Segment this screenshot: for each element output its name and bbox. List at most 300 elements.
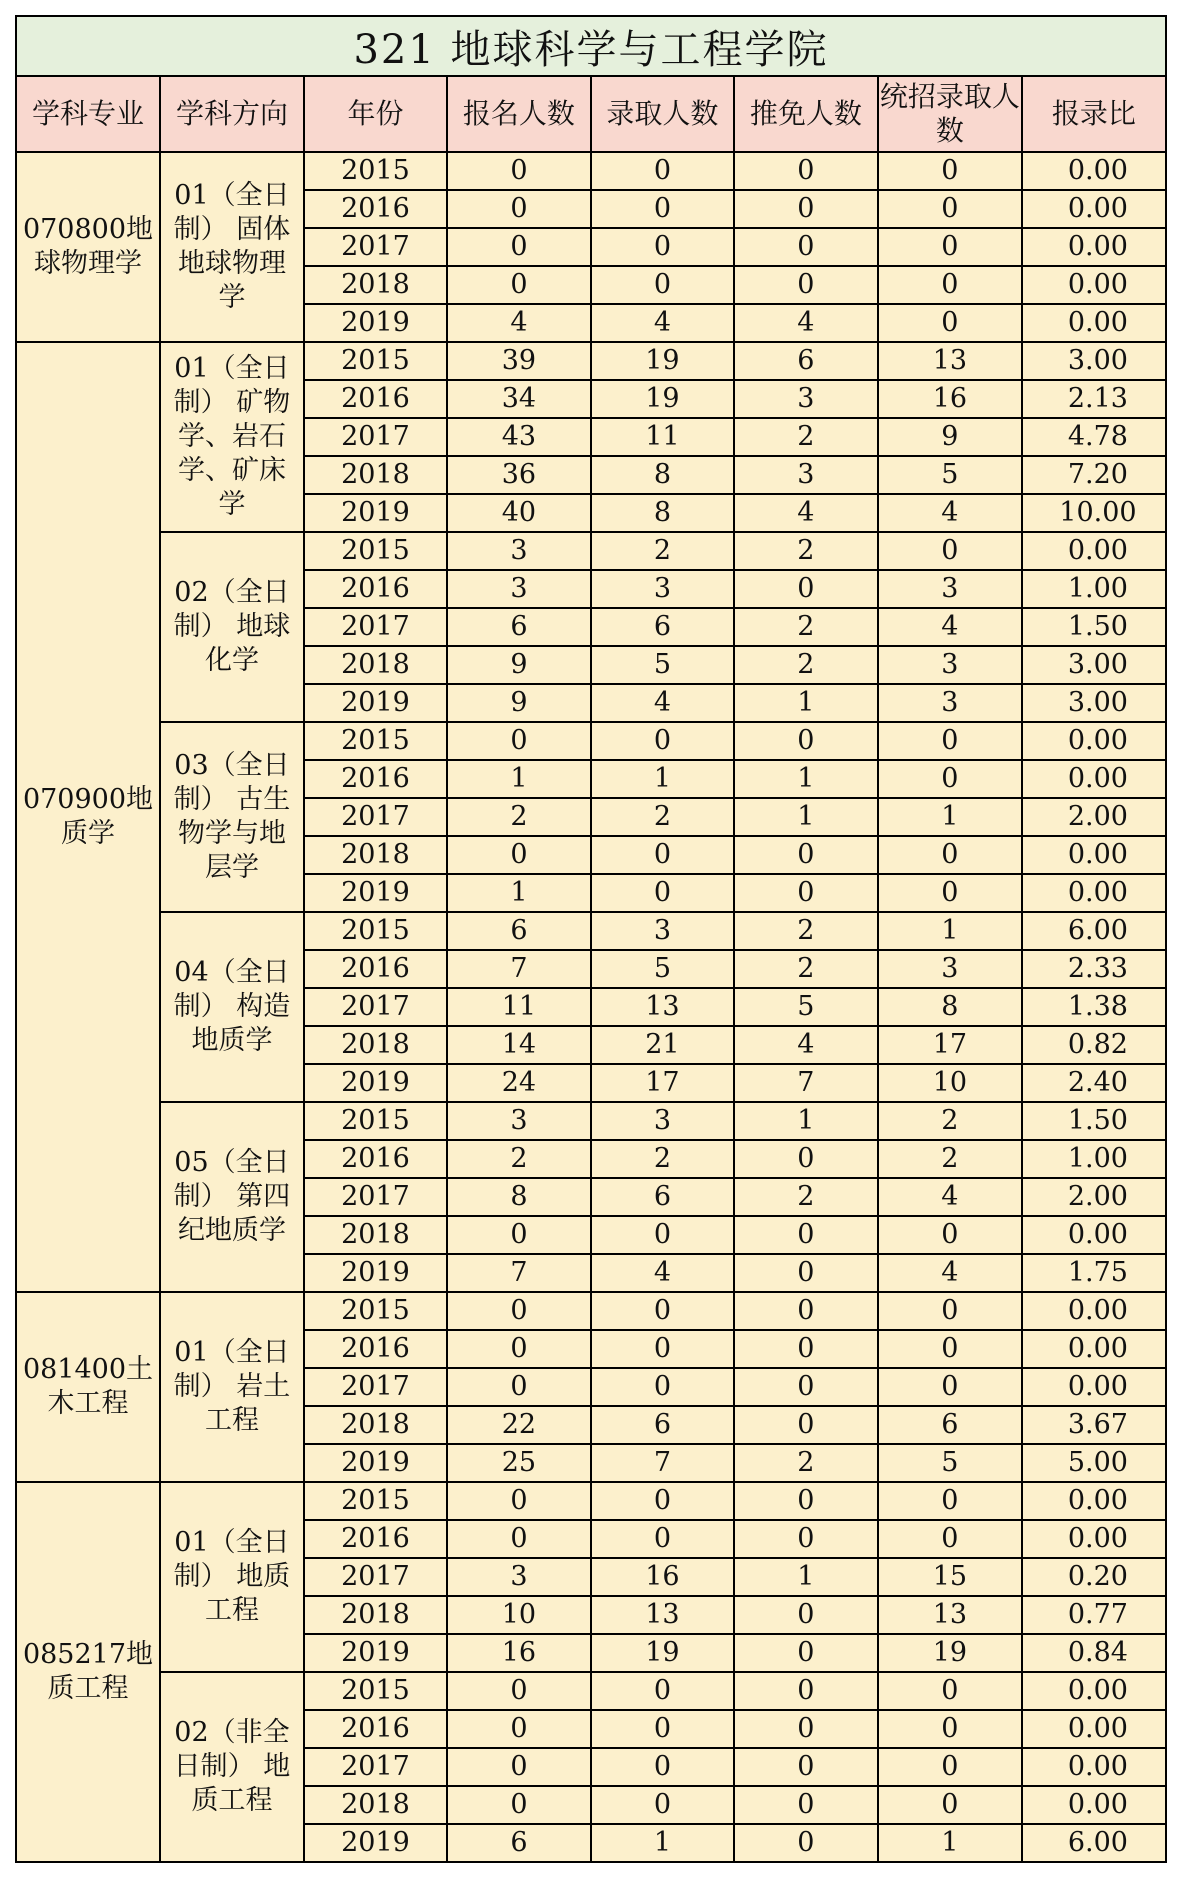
recommended-cell: 2: [734, 1178, 878, 1216]
unified-admitted-cell: 0: [878, 1482, 1022, 1520]
year-cell: 2016: [304, 570, 447, 608]
applicants-cell: 11: [447, 988, 591, 1026]
recommended-cell: 2: [734, 646, 878, 684]
admitted-cell: 5: [591, 646, 734, 684]
unified-admitted-cell: 0: [878, 1672, 1022, 1710]
recommended-cell: 0: [734, 152, 878, 190]
year-cell: 2015: [304, 532, 447, 570]
ratio-cell: 0.00: [1022, 1482, 1166, 1520]
admitted-cell: 0: [591, 1520, 734, 1558]
year-cell: 2016: [304, 380, 447, 418]
header-year: 年份: [304, 76, 447, 152]
table-row: [16, 1672, 1166, 1710]
unified-admitted-cell: 8: [878, 988, 1022, 1026]
direction-cell: 05（全日制） 第四纪地质学: [160, 1102, 304, 1292]
applicants-cell: 9: [447, 684, 591, 722]
year-cell: 2017: [304, 608, 447, 646]
ratio-cell: 7.20: [1022, 456, 1166, 494]
major-cell: 070900地质学: [16, 342, 160, 1292]
applicants-cell: 14: [447, 1026, 591, 1064]
recommended-cell: 0: [734, 1786, 878, 1824]
recommended-cell: 0: [734, 1634, 878, 1672]
applicants-cell: 0: [447, 1482, 591, 1520]
ratio-cell: 0.00: [1022, 228, 1166, 266]
recommended-cell: 0: [734, 836, 878, 874]
ratio-cell: 0.00: [1022, 190, 1166, 228]
recommended-cell: 0: [734, 1520, 878, 1558]
admitted-cell: 19: [591, 1634, 734, 1672]
recommended-cell: 2: [734, 1444, 878, 1482]
admitted-cell: 17: [591, 1064, 734, 1102]
admitted-cell: 2: [591, 1140, 734, 1178]
recommended-cell: 1: [734, 798, 878, 836]
year-cell: 2019: [304, 494, 447, 532]
recommended-cell: 0: [734, 1406, 878, 1444]
recommended-cell: 6: [734, 342, 878, 380]
recommended-cell: 0: [734, 1596, 878, 1634]
year-cell: 2019: [304, 684, 447, 722]
recommended-cell: 2: [734, 418, 878, 456]
recommended-cell: 0: [734, 1368, 878, 1406]
ratio-cell: 2.13: [1022, 380, 1166, 418]
unified-admitted-cell: 3: [878, 950, 1022, 988]
admitted-cell: 4: [591, 304, 734, 342]
ratio-cell: 0.00: [1022, 874, 1166, 912]
admitted-cell: 0: [591, 190, 734, 228]
unified-admitted-cell: 0: [878, 1216, 1022, 1254]
recommended-cell: 3: [734, 380, 878, 418]
ratio-cell: 0.00: [1022, 1786, 1166, 1824]
unified-admitted-cell: 2: [878, 1140, 1022, 1178]
header-major: 学科专业: [16, 76, 160, 152]
admitted-cell: 19: [591, 342, 734, 380]
applicants-cell: 10: [447, 1596, 591, 1634]
recommended-cell: 3: [734, 456, 878, 494]
applicants-cell: 39: [447, 342, 591, 380]
admitted-cell: 6: [591, 608, 734, 646]
recommended-cell: 4: [734, 304, 878, 342]
admitted-cell: 4: [591, 1254, 734, 1292]
year-cell: 2019: [304, 1634, 447, 1672]
year-cell: 2016: [304, 1710, 447, 1748]
year-cell: 2018: [304, 1596, 447, 1634]
header-row: [16, 76, 1166, 152]
ratio-cell: 1.00: [1022, 1140, 1166, 1178]
year-cell: 2017: [304, 1178, 447, 1216]
admitted-cell: 8: [591, 456, 734, 494]
unified-admitted-cell: 17: [878, 1026, 1022, 1064]
year-cell: 2018: [304, 1216, 447, 1254]
applicants-cell: 0: [447, 836, 591, 874]
admitted-cell: 1: [591, 760, 734, 798]
recommended-cell: 4: [734, 494, 878, 532]
admitted-cell: 0: [591, 1482, 734, 1520]
ratio-cell: 2.33: [1022, 950, 1166, 988]
year-cell: 2015: [304, 1292, 447, 1330]
unified-admitted-cell: 0: [878, 1330, 1022, 1368]
applicants-cell: 1: [447, 874, 591, 912]
applicants-cell: 6: [447, 912, 591, 950]
header-admitted: 录取人数: [591, 76, 734, 152]
unified-admitted-cell: 4: [878, 1178, 1022, 1216]
table-row: [16, 722, 1166, 760]
ratio-cell: 0.00: [1022, 266, 1166, 304]
year-cell: 2019: [304, 874, 447, 912]
unified-admitted-cell: 0: [878, 228, 1022, 266]
unified-admitted-cell: 3: [878, 570, 1022, 608]
admitted-cell: 0: [591, 1710, 734, 1748]
table-row: [16, 532, 1166, 570]
applicants-cell: 0: [447, 1520, 591, 1558]
applicants-cell: 25: [447, 1444, 591, 1482]
year-cell: 2017: [304, 418, 447, 456]
ratio-cell: 6.00: [1022, 1824, 1166, 1862]
applicants-cell: 0: [447, 1672, 591, 1710]
applicants-cell: 6: [447, 1824, 591, 1862]
year-cell: 2018: [304, 266, 447, 304]
recommended-cell: 0: [734, 1140, 878, 1178]
recommended-cell: 0: [734, 1254, 878, 1292]
ratio-cell: 0.00: [1022, 1520, 1166, 1558]
ratio-cell: 0.00: [1022, 1368, 1166, 1406]
unified-admitted-cell: 9: [878, 418, 1022, 456]
recommended-cell: 0: [734, 1216, 878, 1254]
admitted-cell: 21: [591, 1026, 734, 1064]
ratio-cell: 0.20: [1022, 1558, 1166, 1596]
unified-admitted-cell: 0: [878, 1520, 1022, 1558]
applicants-cell: 0: [447, 1292, 591, 1330]
ratio-cell: 0.00: [1022, 1292, 1166, 1330]
recommended-cell: 0: [734, 228, 878, 266]
unified-admitted-cell: 19: [878, 1634, 1022, 1672]
ratio-cell: 2.00: [1022, 1178, 1166, 1216]
unified-admitted-cell: 1: [878, 912, 1022, 950]
table-row: [16, 1102, 1166, 1140]
recommended-cell: 0: [734, 1482, 878, 1520]
unified-admitted-cell: 1: [878, 798, 1022, 836]
ratio-cell: 3.00: [1022, 646, 1166, 684]
unified-admitted-cell: 0: [878, 874, 1022, 912]
admitted-cell: 0: [591, 1292, 734, 1330]
year-cell: 2019: [304, 1824, 447, 1862]
applicants-cell: 0: [447, 722, 591, 760]
table-row: [16, 912, 1166, 950]
header-recommended: 推免人数: [734, 76, 878, 152]
admitted-cell: 0: [591, 228, 734, 266]
year-cell: 2018: [304, 1026, 447, 1064]
year-cell: 2015: [304, 1672, 447, 1710]
ratio-cell: 0.82: [1022, 1026, 1166, 1064]
admitted-cell: 0: [591, 152, 734, 190]
applicants-cell: 0: [447, 1330, 591, 1368]
ratio-cell: 0.84: [1022, 1634, 1166, 1672]
admitted-cell: 0: [591, 836, 734, 874]
year-cell: 2015: [304, 1482, 447, 1520]
admitted-cell: 0: [591, 1368, 734, 1406]
title-row: [16, 16, 1166, 76]
applicants-cell: 3: [447, 1102, 591, 1140]
recommended-cell: 0: [734, 190, 878, 228]
admission-table: [15, 15, 1167, 1863]
admitted-cell: 3: [591, 912, 734, 950]
ratio-cell: 0.00: [1022, 836, 1166, 874]
admitted-cell: 8: [591, 494, 734, 532]
ratio-cell: 1.00: [1022, 570, 1166, 608]
admitted-cell: 3: [591, 570, 734, 608]
ratio-cell: 3.00: [1022, 342, 1166, 380]
applicants-cell: 8: [447, 1178, 591, 1216]
applicants-cell: 43: [447, 418, 591, 456]
recommended-cell: 5: [734, 988, 878, 1026]
recommended-cell: 0: [734, 570, 878, 608]
direction-cell: 01（全日制） 固体地球物理学: [160, 152, 304, 342]
major-cell: 070800地球物理学: [16, 152, 160, 342]
unified-admitted-cell: 0: [878, 1292, 1022, 1330]
unified-admitted-cell: 0: [878, 1710, 1022, 1748]
applicants-cell: 34: [447, 380, 591, 418]
direction-cell: 04（全日制） 构造地质学: [160, 912, 304, 1102]
ratio-cell: 0.00: [1022, 722, 1166, 760]
year-cell: 2017: [304, 1368, 447, 1406]
applicants-cell: 22: [447, 1406, 591, 1444]
unified-admitted-cell: 3: [878, 684, 1022, 722]
year-cell: 2017: [304, 228, 447, 266]
unified-admitted-cell: 0: [878, 152, 1022, 190]
year-cell: 2015: [304, 722, 447, 760]
applicants-cell: 9: [447, 646, 591, 684]
applicants-cell: 40: [447, 494, 591, 532]
ratio-cell: 2.40: [1022, 1064, 1166, 1102]
applicants-cell: 3: [447, 532, 591, 570]
applicants-cell: 16: [447, 1634, 591, 1672]
recommended-cell: 0: [734, 874, 878, 912]
year-cell: 2016: [304, 1520, 447, 1558]
ratio-cell: 0.00: [1022, 1710, 1166, 1748]
recommended-cell: 1: [734, 684, 878, 722]
year-cell: 2019: [304, 1254, 447, 1292]
year-cell: 2015: [304, 152, 447, 190]
admitted-cell: 2: [591, 532, 734, 570]
admitted-cell: 7: [591, 1444, 734, 1482]
unified-admitted-cell: 0: [878, 1368, 1022, 1406]
unified-admitted-cell: 5: [878, 1444, 1022, 1482]
applicants-cell: 7: [447, 950, 591, 988]
direction-cell: 02（非全日制） 地质工程: [160, 1672, 304, 1862]
unified-admitted-cell: 4: [878, 494, 1022, 532]
applicants-cell: 0: [447, 228, 591, 266]
admitted-cell: 0: [591, 1216, 734, 1254]
unified-admitted-cell: 0: [878, 532, 1022, 570]
recommended-cell: 0: [734, 1672, 878, 1710]
unified-admitted-cell: 6: [878, 1406, 1022, 1444]
admitted-cell: 1: [591, 1824, 734, 1862]
ratio-cell: 1.50: [1022, 608, 1166, 646]
ratio-cell: 4.78: [1022, 418, 1166, 456]
ratio-cell: 3.00: [1022, 684, 1166, 722]
recommended-cell: 1: [734, 760, 878, 798]
applicants-cell: 36: [447, 456, 591, 494]
year-cell: 2017: [304, 1558, 447, 1596]
admitted-cell: 6: [591, 1178, 734, 1216]
recommended-cell: 0: [734, 722, 878, 760]
ratio-cell: 0.00: [1022, 1748, 1166, 1786]
table-row: [16, 1482, 1166, 1520]
admitted-cell: 6: [591, 1406, 734, 1444]
table-title: 321 地球科学与工程学院: [16, 16, 1166, 76]
ratio-cell: 0.00: [1022, 1330, 1166, 1368]
admitted-cell: 16: [591, 1558, 734, 1596]
unified-admitted-cell: 4: [878, 1254, 1022, 1292]
table-row: [16, 1292, 1166, 1330]
ratio-cell: 1.38: [1022, 988, 1166, 1026]
year-cell: 2018: [304, 1786, 447, 1824]
direction-cell: 01（全日制） 矿物学、岩石学、矿床学: [160, 342, 304, 532]
ratio-cell: 0.77: [1022, 1596, 1166, 1634]
applicants-cell: 2: [447, 1140, 591, 1178]
ratio-cell: 3.67: [1022, 1406, 1166, 1444]
applicants-cell: 0: [447, 1786, 591, 1824]
direction-cell: 01（全日制） 地质工程: [160, 1482, 304, 1672]
applicants-cell: 4: [447, 304, 591, 342]
admitted-cell: 0: [591, 1748, 734, 1786]
applicants-cell: 0: [447, 1216, 591, 1254]
recommended-cell: 7: [734, 1064, 878, 1102]
ratio-cell: 0.00: [1022, 152, 1166, 190]
admitted-cell: 0: [591, 266, 734, 304]
admitted-cell: 11: [591, 418, 734, 456]
year-cell: 2015: [304, 912, 447, 950]
unified-admitted-cell: 13: [878, 1596, 1022, 1634]
ratio-cell: 2.00: [1022, 798, 1166, 836]
ratio-cell: 5.00: [1022, 1444, 1166, 1482]
ratio-cell: 1.75: [1022, 1254, 1166, 1292]
major-cell: 081400土木工程: [16, 1292, 160, 1482]
year-cell: 2019: [304, 1064, 447, 1102]
applicants-cell: 0: [447, 266, 591, 304]
header-direction: 学科方向: [160, 76, 304, 152]
year-cell: 2019: [304, 304, 447, 342]
admitted-cell: 13: [591, 1596, 734, 1634]
applicants-cell: 2: [447, 798, 591, 836]
admitted-cell: 2: [591, 798, 734, 836]
ratio-cell: 10.00: [1022, 494, 1166, 532]
recommended-cell: 0: [734, 1748, 878, 1786]
header-applicants: 报名人数: [447, 76, 591, 152]
direction-cell: 03（全日制） 古生物学与地层学: [160, 722, 304, 912]
applicants-cell: 0: [447, 152, 591, 190]
unified-admitted-cell: 1: [878, 1824, 1022, 1862]
year-cell: 2016: [304, 760, 447, 798]
unified-admitted-cell: 0: [878, 836, 1022, 874]
unified-admitted-cell: 13: [878, 342, 1022, 380]
direction-cell: 02（全日制） 地球化学: [160, 532, 304, 722]
recommended-cell: 0: [734, 1824, 878, 1862]
applicants-cell: 0: [447, 1368, 591, 1406]
unified-admitted-cell: 2: [878, 1102, 1022, 1140]
admitted-cell: 0: [591, 1672, 734, 1710]
applicants-cell: 1: [447, 760, 591, 798]
admitted-cell: 0: [591, 874, 734, 912]
unified-admitted-cell: 0: [878, 304, 1022, 342]
recommended-cell: 2: [734, 608, 878, 646]
recommended-cell: 2: [734, 950, 878, 988]
unified-admitted-cell: 0: [878, 760, 1022, 798]
applicants-cell: 0: [447, 1710, 591, 1748]
admitted-cell: 0: [591, 1330, 734, 1368]
unified-admitted-cell: 10: [878, 1064, 1022, 1102]
year-cell: 2018: [304, 456, 447, 494]
unified-admitted-cell: 3: [878, 646, 1022, 684]
ratio-cell: 0.00: [1022, 1216, 1166, 1254]
header-ratio: 报录比: [1022, 76, 1166, 152]
ratio-cell: 0.00: [1022, 1672, 1166, 1710]
year-cell: 2017: [304, 798, 447, 836]
applicants-cell: 0: [447, 190, 591, 228]
admitted-cell: 5: [591, 950, 734, 988]
year-cell: 2019: [304, 1444, 447, 1482]
unified-admitted-cell: 0: [878, 266, 1022, 304]
year-cell: 2018: [304, 1406, 447, 1444]
admitted-cell: 0: [591, 1786, 734, 1824]
ratio-cell: 0.00: [1022, 304, 1166, 342]
unified-admitted-cell: 15: [878, 1558, 1022, 1596]
ratio-cell: 0.00: [1022, 760, 1166, 798]
ratio-cell: 1.50: [1022, 1102, 1166, 1140]
applicants-cell: 0: [447, 1748, 591, 1786]
recommended-cell: 2: [734, 532, 878, 570]
unified-admitted-cell: 4: [878, 608, 1022, 646]
table-row: [16, 152, 1166, 190]
ratio-cell: 0.00: [1022, 532, 1166, 570]
year-cell: 2018: [304, 836, 447, 874]
unified-admitted-cell: 0: [878, 190, 1022, 228]
recommended-cell: 0: [734, 1330, 878, 1368]
applicants-cell: 24: [447, 1064, 591, 1102]
year-cell: 2018: [304, 646, 447, 684]
year-cell: 2016: [304, 190, 447, 228]
unified-admitted-cell: 0: [878, 722, 1022, 760]
major-cell: 085217地质工程: [16, 1482, 160, 1862]
year-cell: 2015: [304, 1102, 447, 1140]
year-cell: 2017: [304, 988, 447, 1026]
recommended-cell: 1: [734, 1558, 878, 1596]
admitted-cell: 19: [591, 380, 734, 418]
recommended-cell: 2: [734, 912, 878, 950]
ratio-cell: 6.00: [1022, 912, 1166, 950]
year-cell: 2017: [304, 1748, 447, 1786]
applicants-cell: 3: [447, 570, 591, 608]
unified-admitted-cell: 0: [878, 1786, 1022, 1824]
recommended-cell: 0: [734, 266, 878, 304]
recommended-cell: 1: [734, 1102, 878, 1140]
recommended-cell: 4: [734, 1026, 878, 1064]
direction-cell: 01（全日制） 岩土工程: [160, 1292, 304, 1482]
header-unified-admitted: 统招录取人数: [878, 76, 1022, 152]
table-row: [16, 342, 1166, 380]
admitted-cell: 3: [591, 1102, 734, 1140]
applicants-cell: 7: [447, 1254, 591, 1292]
year-cell: 2016: [304, 1140, 447, 1178]
recommended-cell: 0: [734, 1292, 878, 1330]
applicants-cell: 3: [447, 1558, 591, 1596]
year-cell: 2016: [304, 1330, 447, 1368]
recommended-cell: 0: [734, 1710, 878, 1748]
applicants-cell: 6: [447, 608, 591, 646]
year-cell: 2015: [304, 342, 447, 380]
unified-admitted-cell: 0: [878, 1748, 1022, 1786]
unified-admitted-cell: 16: [878, 380, 1022, 418]
unified-admitted-cell: 5: [878, 456, 1022, 494]
